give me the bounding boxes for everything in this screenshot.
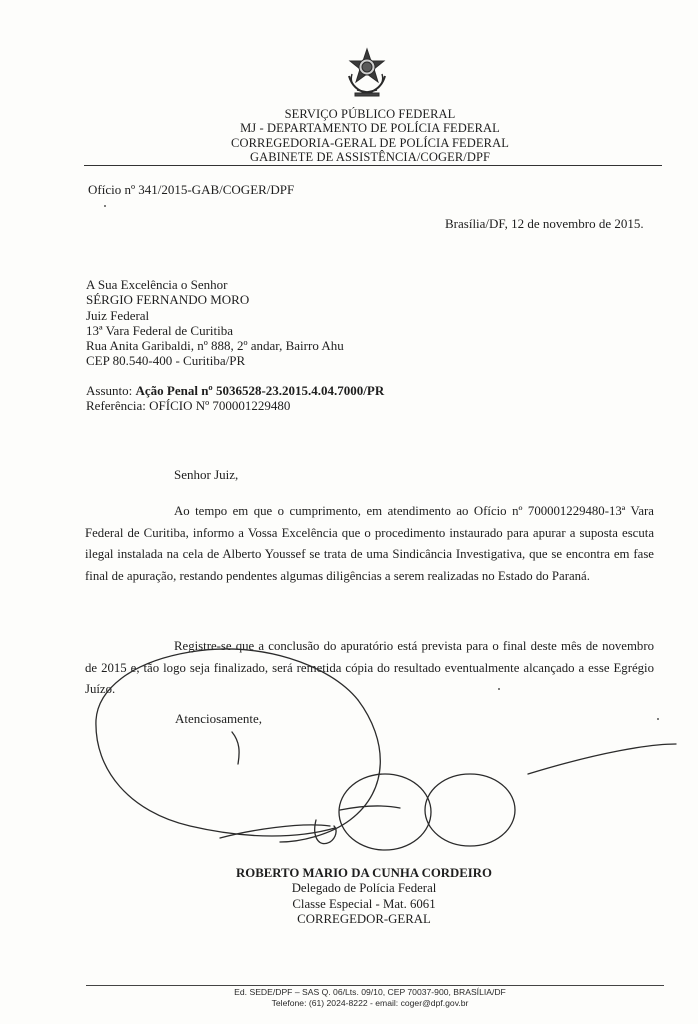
subject-value: Ação Penal nº 5036528-23.2015.4.04.7000/PR [135, 383, 385, 398]
body-paragraph: Registre-se que a conclusão do apuratório está prevista para o final deste mês de novembro de 2015 e, tão logo seja finalizado, será remetida cópia do resultado eventualmente alcançado a esse Egrégio Juízo. [85, 639, 654, 697]
letterhead-line: SERVIÇO PÚBLICO FEDERAL [284, 107, 456, 121]
letterhead-line: CORREGEDORIA-GERAL DE POLÍCIA FEDERAL [231, 135, 509, 150]
addressee-line: Juiz Federal [86, 307, 150, 323]
reference-line: Referência: OFÍCIO Nº 700001229480 [86, 398, 291, 414]
subject-line [86, 383, 384, 398]
body-paragraph: Ao tempo em que o cumprimento, em atendimento ao Ofício nº 700001229480-13ª Vara Federal de Curitiba, informo a Vossa Excelência que o procedimento instaurado para apurar a suposta escuta ilegal instalada na cela de Alberto Youssef se trata de uma Sindicância Investigativa, que se encontra em fase final de apuração, restando pendentes algumas diligências a serem realizadas no Estado do Paraná. [85, 504, 654, 583]
letterhead-line: MJ - DEPARTAMENTO DE POLÍCIA FEDERAL [240, 121, 500, 136]
subject-label: Assunto: [86, 383, 136, 398]
salutation: Senhor Juiz, [174, 467, 239, 482]
signer-class: Classe Especial - Mat. 6061 [292, 896, 436, 911]
footer-divider [86, 985, 664, 986]
header-divider [84, 165, 662, 166]
letterhead [150, 107, 590, 164]
scan-speck [657, 718, 659, 720]
addressee-line: 13ª Vara Federal de Curitiba [86, 322, 234, 338]
brazil-coat-of-arms-icon [343, 46, 391, 98]
place-date: Brasília/DF, 12 de novembro de 2015. [445, 216, 644, 231]
scan-speck [104, 205, 106, 207]
addressee-line: A Sua Excelência o Senhor [86, 277, 228, 292]
addressee-line: SÉRGIO FERNANDO MORO [86, 292, 250, 308]
reference-number: Ofício nº 341/2015-GAB/COGER/DPF [88, 182, 295, 197]
subject-block [86, 383, 384, 414]
footer-address: Ed. SEDE/DPF – SAS Q. 06/Lts. 09/10, CEP 70037-900, BRASÍLIA/DF [234, 987, 506, 997]
addressee-block [86, 277, 344, 369]
addressee-line: Rua Anita Garibaldi, nº 888, 2º andar, Bairro Ahu [86, 338, 344, 354]
footer [150, 987, 590, 1009]
letterhead-line: GABINETE DE ASSISTÊNCIA/COGER/DPF [249, 149, 491, 164]
signer-name: ROBERTO MARIO DA CUNHA CORDEIRO [236, 866, 492, 880]
addressee-line: CEP 80.540-400 - Curitiba/PR [86, 353, 246, 369]
footer-contact: Telefone: (61) 2024-8222 - email: coger@dpf.gov.br [271, 998, 469, 1008]
signer-role: CORREGEDOR-GERAL [297, 912, 431, 927]
closing: Atenciosamente, [175, 711, 262, 726]
signature-block [214, 866, 514, 928]
scan-speck [498, 688, 500, 690]
signer-title: Delegado de Polícia Federal [291, 881, 437, 896]
